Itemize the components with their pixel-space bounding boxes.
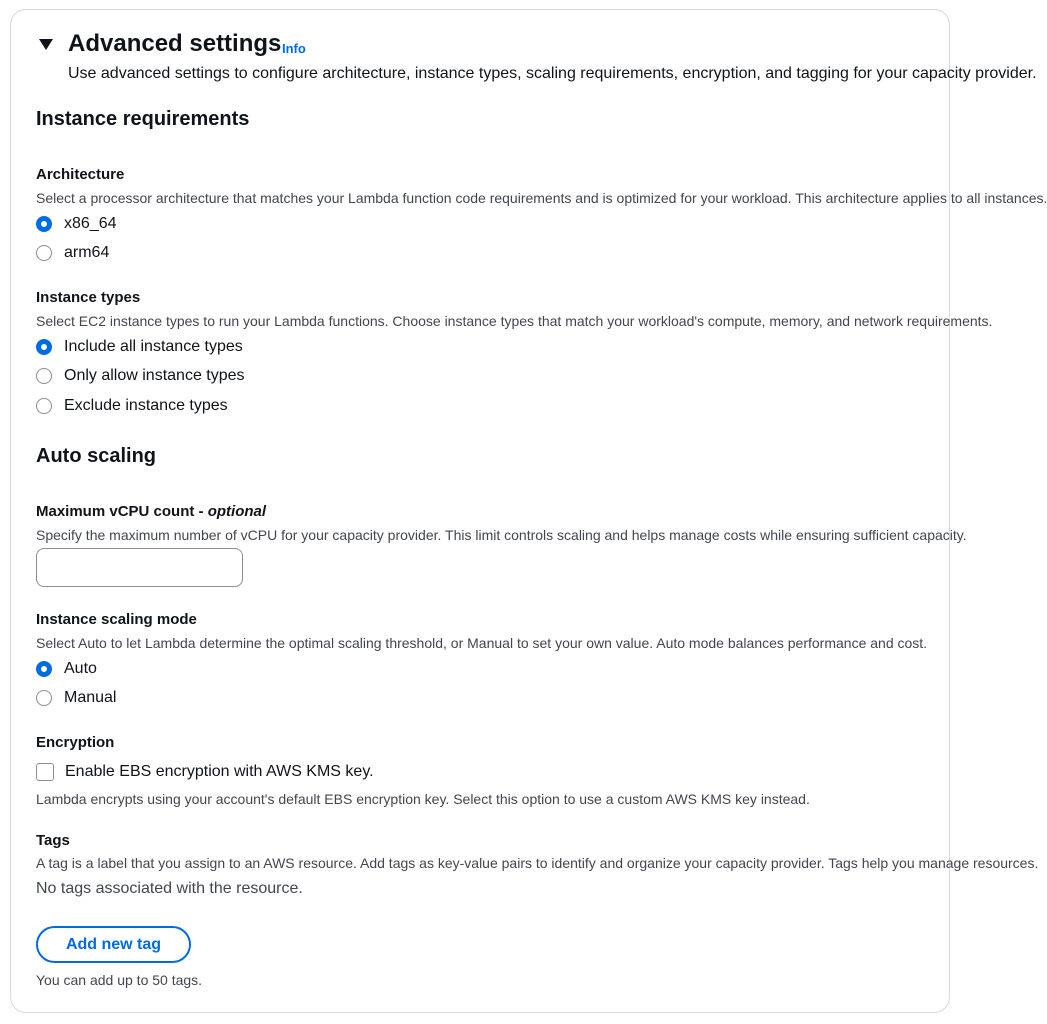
max-vcpu-input[interactable] [36, 548, 243, 587]
info-link[interactable]: Info [282, 41, 306, 56]
max-vcpu-label: Maximum vCPU count - optional [36, 503, 267, 520]
radio-selected-icon[interactable] [36, 661, 52, 677]
radio-only-allow[interactable] [36, 365, 245, 387]
caret-down-icon[interactable] [39, 39, 53, 50]
radio-unselected-icon[interactable] [36, 245, 52, 261]
radio-label: Include all instance types [64, 338, 243, 355]
auto-scaling-heading: Auto scaling [36, 445, 157, 467]
radio-arm64[interactable] [36, 242, 109, 264]
radio-label: Auto [64, 660, 97, 677]
radio-unselected-icon[interactable] [36, 690, 52, 706]
radio-unselected-icon[interactable] [36, 368, 52, 384]
radio-exclude[interactable] [36, 395, 228, 417]
radio-manual[interactable] [36, 687, 116, 709]
instance-types-label: Instance types [36, 289, 141, 306]
instance-requirements-heading: Instance requirements [36, 108, 250, 130]
no-tags-text: No tags associated with the resource. [36, 880, 303, 897]
advanced-settings-panel [10, 9, 1047, 1013]
encryption-label: Encryption [36, 734, 115, 751]
radio-selected-icon[interactable] [36, 216, 52, 232]
architecture-label: Architecture [36, 166, 125, 183]
architecture-help: Select a processor architecture that matches your Lambda function code requirements and is optimized for your workload. This architecture applies to all instances. [36, 190, 1047, 206]
advanced-settings-description: Use advanced settings to configure architecture, instance types, scaling requirements, encryption, and tagging for your capacity provider. [68, 65, 1037, 82]
scaling-mode-help: Select Auto to let Lambda determine the optimal scaling threshold, or Manual to set your own value. Auto mode balances performance and cost. [36, 635, 928, 651]
radio-label: Only allow instance types [64, 367, 245, 384]
scaling-mode-label: Instance scaling mode [36, 611, 197, 628]
radio-x86-64[interactable] [36, 213, 117, 235]
checkbox-unchecked-icon[interactable] [36, 763, 54, 781]
tags-limit-text: You can add up to 50 tags. [36, 972, 203, 988]
encryption-help: Lambda encrypts using your account's default EBS encryption key. Select this option to use a custom AWS KMS key instead. [36, 791, 810, 807]
radio-auto[interactable] [36, 658, 97, 680]
ebs-encryption-checkbox[interactable] [36, 761, 374, 783]
radio-label: x86_64 [64, 215, 117, 232]
max-vcpu-help: Specify the maximum number of vCPU for your capacity provider. This limit controls scaling and helps manage costs while ensuring sufficient capacity. [36, 527, 967, 543]
instance-types-help: Select EC2 instance types to run your Lambda functions. Choose instance types that match your workload's compute, memory, and network requirements. [36, 313, 993, 329]
advanced-settings-title[interactable]: Advanced settings [68, 30, 282, 57]
radio-selected-icon[interactable] [36, 339, 52, 355]
radio-include-all[interactable] [36, 336, 243, 358]
radio-label: Manual [64, 689, 117, 706]
radio-label: Exclude instance types [64, 397, 228, 414]
tags-label: Tags [36, 832, 70, 849]
add-new-tag-button[interactable]: Add new tag [36, 926, 191, 963]
checkbox-label: Enable EBS encryption with AWS KMS key. [65, 763, 374, 780]
radio-label: arm64 [64, 244, 110, 261]
radio-unselected-icon[interactable] [36, 398, 52, 414]
tags-help: A tag is a label that you assign to an AWS resource. Add tags as key-value pairs to identify and organize your capacity provider. Tags help you manage resources. [36, 855, 1039, 871]
